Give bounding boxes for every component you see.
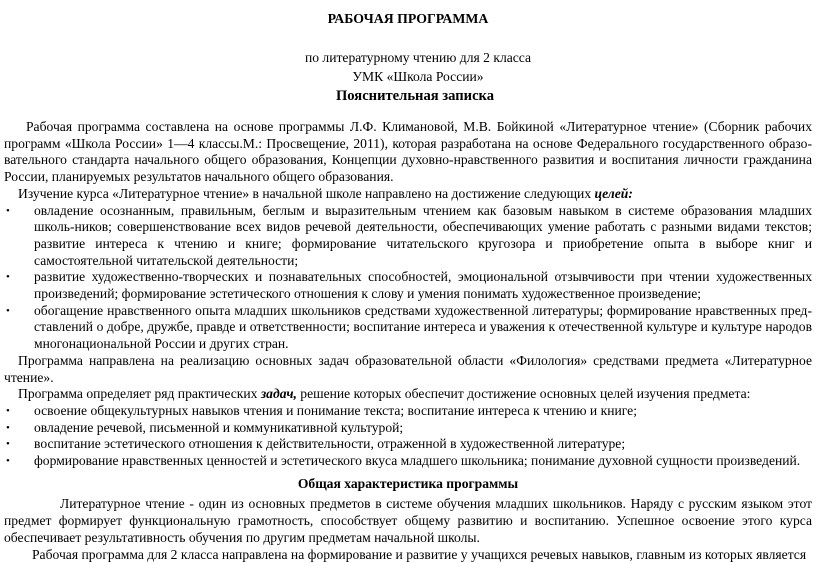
goals-emphasis: целей: [594, 185, 633, 201]
section-heading-general: Общая характеристика программы [297, 475, 519, 491]
tasks-lead-before: Программа определяет ряд практических [18, 386, 261, 402]
task-item: • овладение речевой, письменной и коммуникативной культурой; [4, 420, 812, 437]
task-item: • формирование нравственных ценностей и эстетического вкуса младшего школьника; понимание духовной сущности произведений. [4, 453, 812, 470]
subtitle-subject: по литературному чтению для 2 класса [304, 50, 532, 65]
subtitle-umk: УМК «Школа России» [352, 69, 484, 84]
tasks-intro-paragraph: Программа направлена на реализацию основных задач образовательной области «Филология» средствами предмета «Литературное чтение». [4, 352, 812, 385]
document-body [4, 119, 812, 563]
general-paragraph-2: Рабочая программа для 2 класса направлена на формирование и развитие у учащихся речевых навыков, главным из которых является [32, 546, 807, 562]
goal-item: • развитие художественно-творческих и познавательных способностей, эмоциональной отзывчивости при чтении художественных произведений; формирование эстетического отношения к слову и умения понимать художественное произведение; [4, 269, 812, 302]
task-item: • воспитание эстетического отношения к действительности, отраженной в художественной литературе; [4, 436, 812, 453]
tasks-lead-paragraph [4, 386, 812, 403]
general-paragraph-1: Литературное чтение - один из основных предметов в системе обучения младших школьников. Наряду с русским языком этот предмет формирует функциональную грамотность, способствует общему развитию и воспитанию. Успешное освоение этого курса обеспечивает результативность обучения по другим предметам начальной школы. [4, 496, 812, 545]
task-item: • освоение общекультурных навыков чтения и понимание текста; воспитание интереса к чтению и книге; [4, 403, 812, 420]
goal-item: • овладение осознанным, правильным, беглым и выразительным чтением как базовым навыком в системе образования младших школь-ников; совершенствование всех видов речевой деятельности, обеспечивающих умение работать с разными видами текстов; развитие интереса к чтению и книге; формирование читательского кругозора и приобретение опыта в выборе книг и самостоятельной читательской деятельности; [4, 203, 812, 270]
goal-item: • обогащение нравственного опыта младших школьников средствами художественной литературы; формирование нравственных пред-ставлений о добре, дружбе, правде и ответственности; воспитание интереса и уважения к отечественной культуре и культуре народов многонациональной России и других стран. [4, 303, 812, 353]
document-title: РАБОЧАЯ ПРОГРАММА [327, 11, 489, 26]
goals-list [4, 203, 812, 353]
goals-lead-text: Изучение курса «Литературное чтение» в начальной школе направлено на достижение следующих [18, 185, 595, 201]
tasks-emphasis: задач, [260, 386, 297, 402]
intro-paragraph: Рабочая программа составлена на основе программы Л.Ф. Климановой, М.В. Бойкиной «Литературное чтение» (Сборник рабочих программ «Школа России» 1—4 классы.М.: Просвещение, 2011), которая разработана на основе Федерального государственного образо-вательного стандарта начального общего образования, Концепции духовно-нравственного развития и воспитания личности гражданина России, планируемых результатов начального общего образования. [4, 119, 812, 185]
tasks-list [4, 403, 812, 470]
tasks-lead-after: решение которых обеспечит достижение основных целей изучения предмета: [296, 386, 751, 402]
section-heading-explanatory-note: Пояснительная записка [335, 88, 495, 104]
goals-lead-paragraph [4, 186, 812, 203]
